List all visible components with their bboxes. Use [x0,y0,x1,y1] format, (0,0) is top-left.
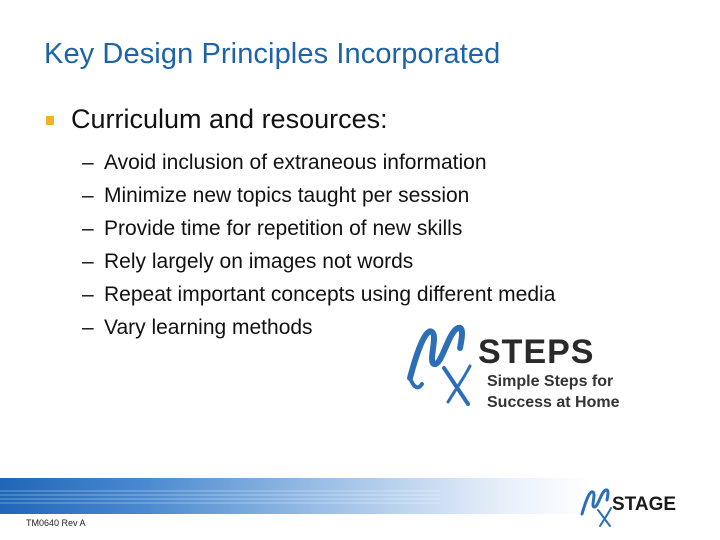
sub-bullet-item [82,245,555,278]
sub-bullet-list [82,146,555,344]
sub-bullet-item [82,278,555,311]
steps-logo-tagline-2: Success at Home [487,394,620,411]
main-bullet-label: Curriculum and resources: [71,104,388,134]
sub-bullet-item [82,212,555,245]
sub-bullet-item [82,146,555,179]
footer-doc-code: TM0640 Rev A [26,518,86,528]
nx-steps-logo [404,318,634,418]
sub-bullet-text: Rely largely on images not words [104,249,414,273]
main-bullet [46,104,388,135]
dash-icon: – [82,183,94,207]
slide-title: Key Design Principles Incorporated [44,38,501,70]
bullet-square-icon [46,116,54,125]
sub-bullet-text: Provide time for repetition of new skills [104,216,463,240]
sub-bullet-text: Repeat important concepts using different media [104,282,556,306]
steps-logo-tagline-1: Simple Steps for [487,373,614,390]
sub-bullet-text: Minimize new topics taught per session [104,183,470,207]
steps-logo-word: STEPS [478,333,595,371]
sub-bullet-item [82,179,555,212]
dash-icon: – [82,150,94,174]
dash-icon: – [82,249,94,273]
nxstage-logo [578,484,698,530]
footer-gradient-stripes [0,490,440,504]
dash-icon: – [82,282,94,306]
sub-bullet-text: Vary learning methods [104,315,313,339]
dash-icon: – [82,315,94,339]
dash-icon: – [82,216,94,240]
sub-bullet-text: Avoid inclusion of extraneous information [104,150,487,174]
nxstage-logo-word: STAGE [612,494,677,515]
